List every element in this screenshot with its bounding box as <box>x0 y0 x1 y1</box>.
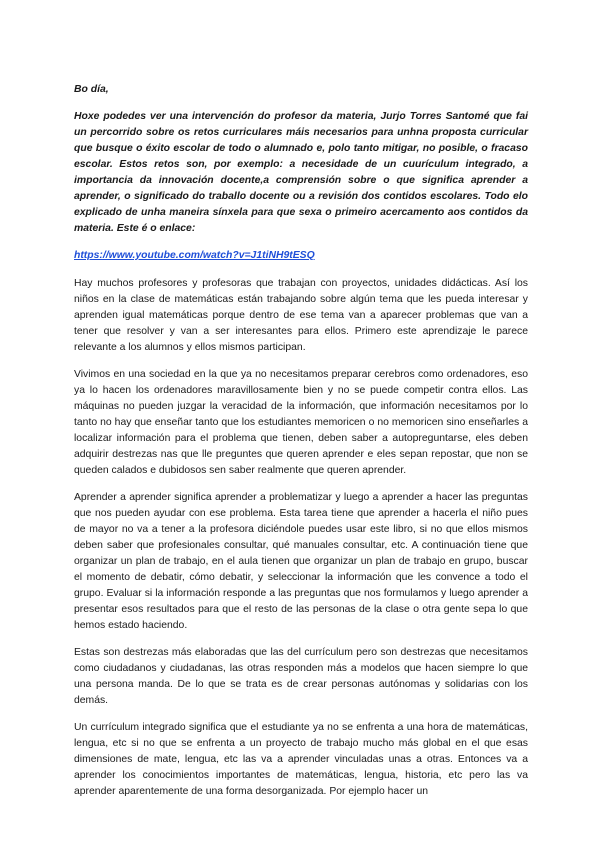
paragraph-5: Un currículum integrado significa que el estudiante ya no se enfrenta a una hora de matemáticas, lengua, etc si no que se enfrenta a un proyecto de trabajo mucho más global en el que esas dimensiones de mate, lengua, etc las va a aprender vinculadas unas a otras. Entonces va a aprender los conocimientos importantes de matemáticas, lengua, historia, etc pero las va aprender aparentemente de una forma desorganizada. Por ejemplo hacer un <box>74 722 528 797</box>
video-link-line <box>74 248 528 264</box>
paragraph-1: Hay muchos profesores y profesoras que trabajan con proyectos, unidades didácticas. Así los niños en la clase de matemáticas están trabajando sobre algún tema que les pueda interesar y aprenden igual matemáticas porque dentro de ese tema van a aparecer problemas que van a tener que resolver y van a ser interesantes para ellos. Primero este aprendizaje le parece relevante a los alumnos y ellos mismos participan. <box>74 278 528 353</box>
paragraph-3: Aprender a aprender significa aprender a problematizar y luego a aprender a hacer las preguntas que nos pueden ayudar con ese problema. Esta tarea tiene que aprender a hacerla el niño pues de mayor no va a tener a la profesora diciéndole puedes usar este libro, si no que ellos mismos deben saber que profesionales consultar, qué manuales consultar, etc. A continuación tiene que organizar un plan de trabajo, en el aula tienen que organizar un plan de trabajo en grupo, buscar el momento de debatir, cómo debatir, y seleccionar la información que les convence a todo el grupo. Evaluar si la información responde a las preguntas que nos formulamos y luego aprender a presentar esos resultados para que el resto de las personas de la clase o otra gente sepa lo que hemos estado haciendo. <box>74 492 528 631</box>
intro-paragraph: Hoxe podedes ver una intervención do profesor da materia, Jurjo Torres Santomé que fai un percorrido sobre os retos curriculares máis necesarios para unhna proposta curricular que busque o éxito escolar de todo o alumnado e, polo tanto mitigar, no posible, o fracaso escolar. Estos retos son, por exemplo: a necesidade de un cuurículum integrado, a importancia da innovación docente,a comprensión sobre o que significa aprender a aprender, o significado do traballo docente ou a revisión dos contidos escolares. Todo elo explicado de unha maneira sínxela para que sexa o primeiro acercamento aos contidos da materia. Este é o enlace: <box>74 111 528 234</box>
document-body <box>74 82 528 811</box>
paragraph-2: Vivimos en una sociedad en la que ya no necesitamos preparar cerebros como ordenadores, eso ya lo hacen los ordenadores maravillosamente bien y no se puede competir contra ellos. Las máquinas no pueden juzgar la veracidad de la información, que información necesitamos por lo tanto no hay que enseñar tanto que los estudiantes memoricen o no memoricen sino enseñarles a localizar información para el problema que tienen, deben saber a autopreguntarse, eles deben adquirir destrezas nas que lle preguntes que queren aprender e eles sepan repostar, que non se queden calados e dubidosos sen saber realmente que queren aprender. <box>74 369 528 476</box>
video-link[interactable]: https://www.youtube.com/watch?v=J1tiNH9tESQ <box>74 250 315 261</box>
paragraph-4: Estas son destrezas más elaboradas que las del currículum pero son destrezas que necesitamos como ciudadanos y ciudadanas, las otras responden más a modelos que hacen siempre lo que una persona manda. De lo que se trata es de crear personas autónomas y solidarias con los demás. <box>74 647 528 706</box>
greeting: Bo día, <box>74 84 109 95</box>
